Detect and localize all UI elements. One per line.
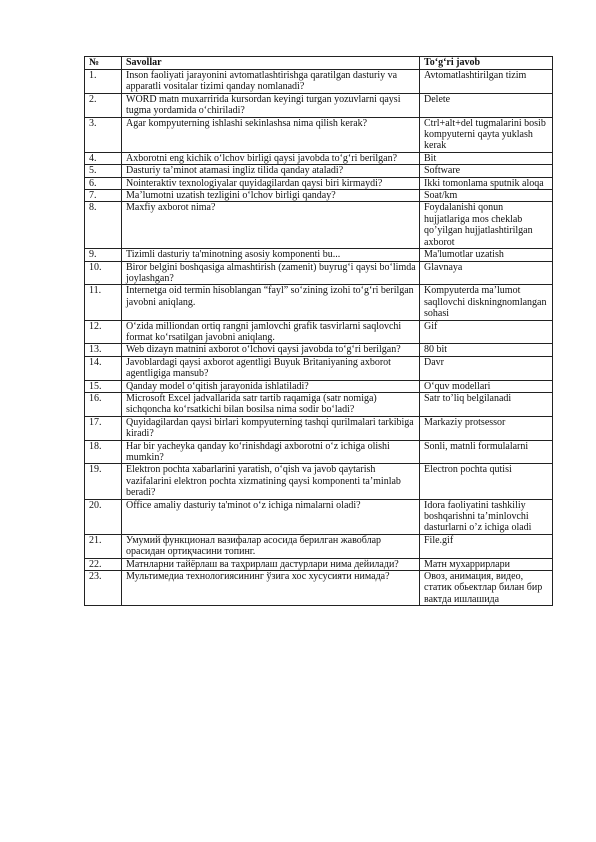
row-number: 4. [85, 152, 122, 164]
table-row [85, 416, 553, 440]
row-answer: Овоз, анимация, видео, статик обьектлар билан бир вактда ишлашида [420, 571, 553, 606]
row-question: Умумий функционал вазифалар асосида берилган жавоблар орасидан ортиқчасини топинг. [122, 534, 420, 558]
row-answer: Markaziy protsessor [420, 416, 553, 440]
row-number: 14. [85, 356, 122, 380]
row-answer: Glavnaya [420, 261, 553, 285]
row-question: Inson faoliyati jarayonini avtomatlashtirishga qaratilgan dasturiy va apparatli vositalar tizimi qanday nomlanadi? [122, 70, 420, 94]
row-number: 22. [85, 558, 122, 570]
table-row [85, 464, 553, 499]
row-question: Agar kompyuterning ishlashi sekinlashsa nima qilish kerak? [122, 117, 420, 152]
row-answer: Delete [420, 93, 553, 117]
row-answer: Satr to’liq belgilanadi [420, 392, 553, 416]
row-question: Internetga oid termin hisoblangan “fayl” so‘zining izohi to‘g‘ri berilgan javobni aniqlang. [122, 285, 420, 320]
table-row [85, 285, 553, 320]
row-answer: Software [420, 165, 553, 177]
row-question: Maxfiy axborot nima? [122, 202, 420, 249]
row-answer: Kompyuterda ma’lumot saqllovchi diskningnomlangan sohasi [420, 285, 553, 320]
row-number: 8. [85, 202, 122, 249]
header-questions: Savollar [122, 57, 420, 70]
table-row [85, 534, 553, 558]
row-number: 16. [85, 392, 122, 416]
row-number: 10. [85, 261, 122, 285]
table-row [85, 70, 553, 94]
row-question: Dasturiy ta’minot atamasi ingliz tilida qanday ataladi? [122, 165, 420, 177]
row-answer: O‘quv modellari [420, 380, 553, 392]
row-answer: Ctrl+alt+del tugmalarini bosib kompyuterni qayta yuklash kerak [420, 117, 553, 152]
table-row [85, 165, 553, 177]
table-row [85, 392, 553, 416]
row-number: 19. [85, 464, 122, 499]
row-number: 9. [85, 249, 122, 261]
row-question: Quyidagilardan qaysi birlari kompyuterning tashqi qurilmalari tarkibiga kiradi? [122, 416, 420, 440]
row-answer: Idora faoliyatini tashkiliy boshqarishni ta’minlovchi dasturlarni o’z ichiga oladi [420, 499, 553, 534]
row-question: Tizimli dasturiy ta'minotning asosiy komponenti bu... [122, 249, 420, 261]
row-number: 1. [85, 70, 122, 94]
row-answer: Ma'lumotlar uzatish [420, 249, 553, 261]
row-answer: Матн мухаррирлари [420, 558, 553, 570]
table-row [85, 440, 553, 464]
row-question: Web dizayn matnini axborot o‘lchovi qaysi javobda to‘g‘ri berilgan? [122, 344, 420, 356]
row-number: 17. [85, 416, 122, 440]
row-answer: Electron pochta qutisi [420, 464, 553, 499]
row-number: 6. [85, 177, 122, 189]
table-row [85, 499, 553, 534]
table-row [85, 571, 553, 606]
row-answer: Gif [420, 320, 553, 344]
header-number: № [85, 57, 122, 70]
row-number: 21. [85, 534, 122, 558]
header-answer: To‘g‘ri javob [420, 57, 553, 70]
row-question: Qanday model o‘qitish jarayonida ishlatiladi? [122, 380, 420, 392]
row-answer: 80 bit [420, 344, 553, 356]
row-question: Мультимедиа технологиясининг ўзига хос хусусияти нимада? [122, 571, 420, 606]
row-answer: Foydalanishi qonun hujjatlariga mos cheklab qo’yilgan hujjatlashtirilgan axborot [420, 202, 553, 249]
row-question: Microsoft Excel jadvallarida satr tartib raqamiga (satr nomiga) sichqoncha ko‘rsatkichi bilan bosilsa nima sodir bo‘ladi? [122, 392, 420, 416]
table-row [85, 93, 553, 117]
table-header-row [85, 57, 553, 70]
row-number: 7. [85, 190, 122, 202]
row-number: 2. [85, 93, 122, 117]
row-number: 13. [85, 344, 122, 356]
row-number: 20. [85, 499, 122, 534]
row-question: WORD matn muxarririda kursordan keyingi turgan yozuvlarni qaysi tugma yordamida o‘chiriladi? [122, 93, 420, 117]
row-number: 5. [85, 165, 122, 177]
row-number: 11. [85, 285, 122, 320]
row-answer: Ikki tomonlama sputnik aloqa [420, 177, 553, 189]
row-answer: Sonli, matnli formulalarni [420, 440, 553, 464]
table-row [85, 261, 553, 285]
row-answer: File.gif [420, 534, 553, 558]
row-number: 18. [85, 440, 122, 464]
row-question: Har bir yacheyka qanday ko‘rinishdagi axborotni o‘z ichiga olishi mumkin? [122, 440, 420, 464]
row-answer: Bit [420, 152, 553, 164]
row-number: 12. [85, 320, 122, 344]
table-row [85, 558, 553, 570]
row-question: Biror belgini boshqasiga almashtirish (zamenit) buyrug‘i qaysi bo‘limda joylashgan? [122, 261, 420, 285]
table-row [85, 152, 553, 164]
row-question: Ma’lumotni uzatish tezligini o‘lchov birligi qanday? [122, 190, 420, 202]
table-row [85, 202, 553, 249]
table-row [85, 320, 553, 344]
row-number: 3. [85, 117, 122, 152]
questions-table [84, 56, 553, 606]
row-answer: Davr [420, 356, 553, 380]
row-question: Elektron pochta xabarlarini yaratish, o‘qish va javob qaytarish vazifalarini elektron pochta xizmatining qaysi komponenti ta’minlab beradi? [122, 464, 420, 499]
table-row [85, 249, 553, 261]
row-question: Javoblardagi qaysi axborot agentligi Buyuk Britaniyaning axborot agentligiga mansub? [122, 356, 420, 380]
row-question: O‘zida milliondan ortiq rangni jamlovchi grafik tasvirlarni saqlovchi format ko‘rsatilgan javobni aniqlang. [122, 320, 420, 344]
table-row [85, 117, 553, 152]
table-row [85, 344, 553, 356]
table-row [85, 380, 553, 392]
table-row [85, 356, 553, 380]
row-answer: Soat/km [420, 190, 553, 202]
row-answer: Avtomatlashtirilgan tizim [420, 70, 553, 94]
row-question: Nointeraktiv texnologiyalar quyidagilardan qaysi biri kirmaydi? [122, 177, 420, 189]
row-number: 23. [85, 571, 122, 606]
row-question: Axborotni eng kichik o‘lchov birligi qaysi javobda to‘g‘ri berilgan? [122, 152, 420, 164]
table-row [85, 190, 553, 202]
row-question: Office amaliy dasturiy ta'minot o‘z ichiga nimalarni oladi? [122, 499, 420, 534]
row-question: Матнларни тайёрлаш ва таҳрирлаш дастурлари нима дейилади? [122, 558, 420, 570]
table-row [85, 177, 553, 189]
row-number: 15. [85, 380, 122, 392]
